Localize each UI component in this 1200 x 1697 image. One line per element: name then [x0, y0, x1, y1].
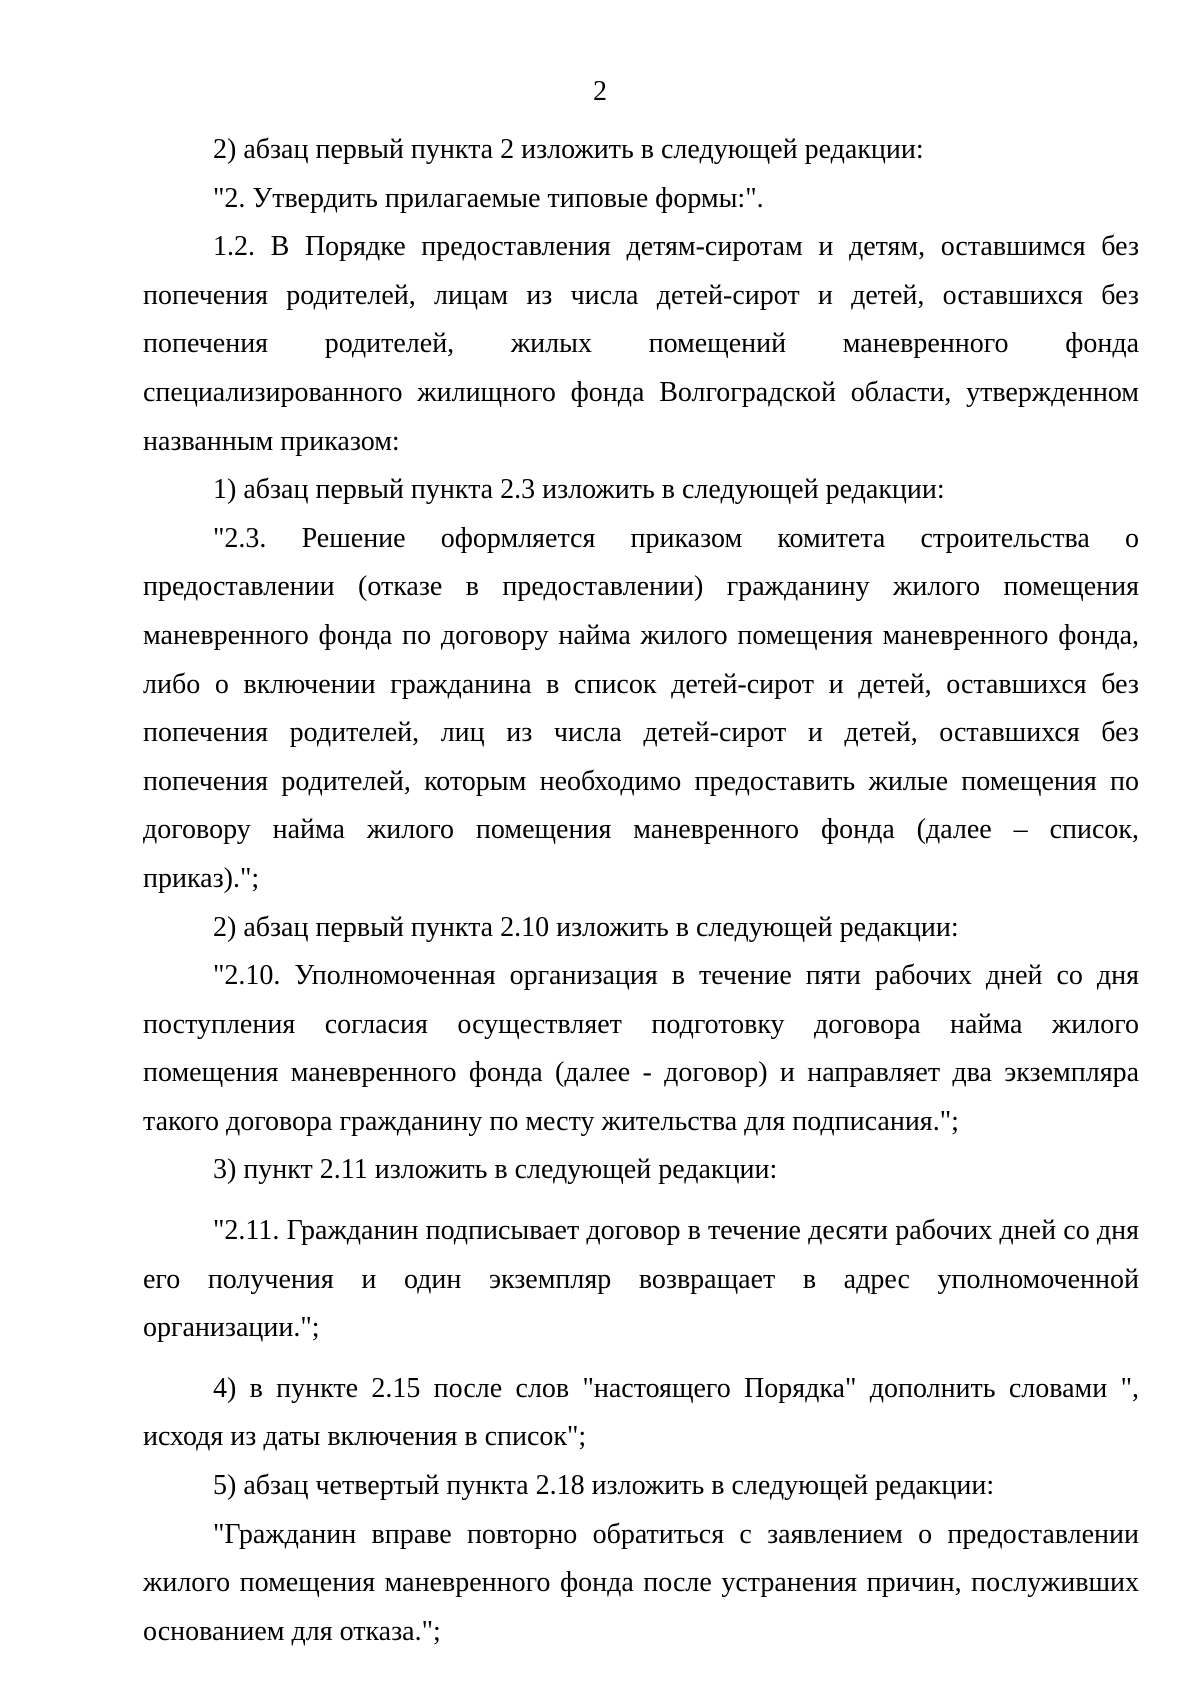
paragraph-2-3-text: "2.3. Решение оформляется приказом комитета строительства о предоставлении (отказе в предоставлении) гражданину жилого помещения маневренного фонда по договору найма жилого помещения маневренного фонда, либо о включении гражданина в список детей-сирот и детей, оставшихся без попечения родителей, лиц из числа детей-сирот и детей, оставшихся без попечения родителей, которым необходимо предоставить жилые помещения по договору найма жилого помещения маневренного фонда (далее – список, приказ)."; — [143, 522, 1139, 894]
paragraph-sub-5-heading: 5) абзац четвертый пункта 2.18 изложить в следующей редакции: — [213, 1470, 995, 1502]
paragraph-item-2-heading: 2) абзац первый пункта 2 изложить в следующей редакции: — [213, 134, 924, 165]
page-number: 2 — [593, 76, 607, 107]
document-body — [143, 126, 1139, 1656]
paragraph-sub-4-text: 4) в пункте 2.15 после слов "настоящего Порядка" дополнить словами ", исходя из даты включения в список"; — [143, 1372, 1139, 1453]
paragraph-sub-1-heading: 1) абзац первый пункта 2.3 изложить в следующей редакции: — [213, 474, 945, 506]
paragraph-sub-3-heading: 3) пункт 2.11 изложить в следующей редакции: — [213, 1154, 778, 1186]
paragraph-2-10-text: "2.10. Уполномоченная организация в течение пяти рабочих дней со дня поступления согласия осуществляет подготовку договора найма жилого помещения маневренного фонда (далее - договор) и направляет два экземпляра такого договора гражданину по месту жительства для подписания."; — [143, 960, 1139, 1137]
paragraph-2-11-text: "2.11. Гражданин подписывает договор в течение десяти рабочих дней со дня его получения и один экземпляр возвращает в адрес уполномоченной организации."; — [143, 1215, 1139, 1344]
paragraph-item-2-text: "2. Утвердить прилагаемые типовые формы:". — [213, 182, 764, 214]
paragraph-2-18-text: "Гражданин вправе повторно обратиться с заявлением о предоставлении жилого помещения маневренного фонда после устранения причин, послуживших основанием для отказа."; — [143, 1518, 1139, 1647]
paragraph-1-2-intro: 1.2. В Порядке предоставления детям-сиротам и детям, оставшимся без попечения родителей, лицам из числа детей-сирот и детей, оставшихся без попечения родителей, жилых помещений маневренного фонда специализированного жилищного фонда Волгоградской области, утвержденном названным приказом: — [143, 231, 1139, 457]
paragraph-sub-2-heading: 2) абзац первый пункта 2.10 изложить в следующей редакции: — [213, 911, 959, 943]
